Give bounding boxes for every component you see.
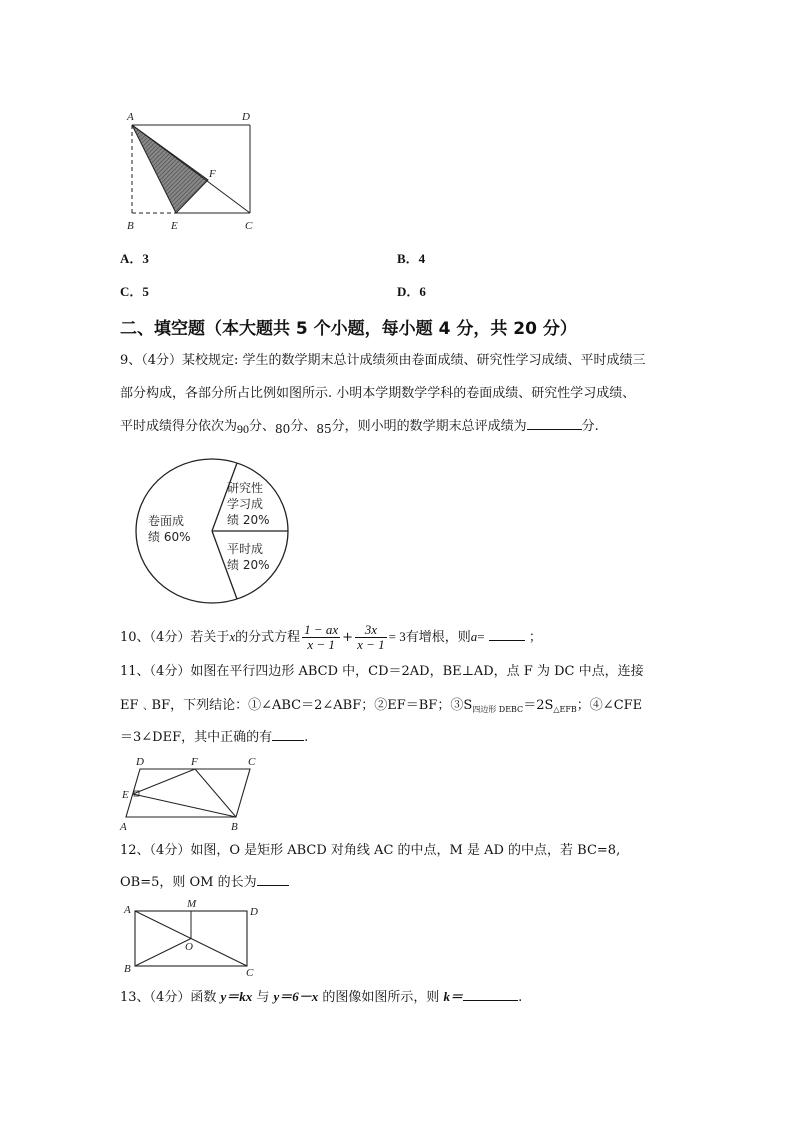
fraction-numerator: 3x (355, 623, 387, 638)
choice-letter: C． (120, 284, 143, 299)
shaded-triangle (132, 125, 208, 213)
q11-line3 (120, 728, 308, 748)
q10-text: 10、（4分）若关于 (120, 630, 230, 645)
label-O: O (185, 941, 193, 953)
q9-text: 分，则小明的数学期末总评成绩为 (331, 419, 527, 434)
label-D: D (242, 111, 250, 123)
fraction-denominator: x − 1 (357, 637, 385, 652)
answer-blank[interactable] (257, 873, 289, 886)
q13-text: 的图像如图所示，则 (318, 990, 444, 1005)
label-E: E (171, 220, 178, 232)
q12-line2 (120, 873, 289, 893)
answer-blank[interactable] (463, 988, 518, 1001)
var-a: a (470, 629, 478, 644)
q10-text: 有增根，则 (405, 630, 471, 645)
label-C: C (248, 756, 256, 768)
subscript: △EFB (553, 705, 577, 714)
choice-d[interactable] (397, 281, 426, 300)
q9-text: 分、 (290, 419, 317, 434)
subscript: 四边形 DEBC (472, 705, 524, 714)
q10-line (120, 622, 542, 653)
pie-label-exam: 卷面成 (148, 514, 185, 528)
q10-text: ； (528, 630, 542, 645)
choice-letter: A． (120, 251, 143, 266)
label-C: C (246, 967, 254, 979)
var-k: k＝ (443, 989, 464, 1004)
pie-label-daily: 平时成 (227, 542, 264, 556)
section-title: 二、填空题（本大题共 5 个小题，每小题 4 分，共 20 分） (120, 319, 577, 339)
label-B: B (231, 821, 238, 833)
answer-blank[interactable] (272, 728, 304, 741)
q11-text: ；④∠CFE (576, 698, 643, 713)
equals: = (477, 629, 485, 644)
fraction-2 (355, 623, 387, 652)
q11-text: . (304, 730, 309, 745)
label-M: M (187, 898, 197, 910)
choice-value: 6 (419, 284, 426, 299)
answer-blank[interactable] (527, 417, 582, 430)
label-D: D (250, 906, 258, 918)
label-A: A (124, 904, 131, 916)
choice-a[interactable] (120, 248, 149, 267)
label-B: B (127, 220, 134, 232)
label-F: F (191, 756, 198, 768)
choice-value: 3 (142, 251, 149, 266)
q13-line (120, 987, 522, 1008)
q13-text: 与 (252, 990, 274, 1005)
q12-text: OB=5，则 OM 的长为 (120, 875, 257, 890)
label-A: A (120, 821, 127, 833)
choice-letter: D． (397, 284, 420, 299)
pie-label-daily-pct: 绩 20% (227, 558, 270, 572)
fraction-denominator: x − 1 (307, 637, 335, 652)
score-2: 80 (275, 422, 291, 436)
pie-label-exam-pct: 绩 60% (148, 530, 191, 544)
q12-figure (120, 897, 265, 979)
function-1: y＝kx (220, 989, 253, 1004)
q9-text: 分. (581, 419, 599, 434)
q9-line2: 部分构成，各部分所占比例如图所示. 小明本学期数学学科的卷面成绩、研究性学习成绩、 (120, 386, 636, 401)
pie-label-research-pct: 绩 20% (227, 513, 270, 527)
function-2: y＝6－x (273, 989, 319, 1004)
q11-text: ＝3∠DEF，其中正确的有 (120, 730, 273, 745)
label-E: E (122, 789, 129, 801)
q9-text: 平时成绩得分依次为 (120, 419, 238, 434)
q10-text: 的分式方程 (235, 630, 301, 645)
choice-value: 5 (142, 284, 149, 299)
fraction-numerator: 1 − ax (304, 622, 339, 637)
q13-text: 13、（4分）函数 (120, 990, 221, 1005)
pie-label-research: 研究性 (227, 481, 264, 495)
q9-line1: 9、（4分）某校规定: 学生的数学期末总计成绩须由卷面成绩、研究性学习成绩、平时成绩三 (120, 353, 646, 368)
q11-text: ＝2S (523, 698, 554, 713)
q8-figure (120, 105, 265, 235)
var-x: x (229, 629, 236, 644)
choice-b[interactable] (397, 248, 425, 267)
pie-label-research-2: 学习成 (227, 497, 264, 511)
q11-figure (118, 753, 268, 835)
score-1: 90 (237, 422, 250, 436)
choice-letter: B． (397, 251, 419, 266)
choice-c[interactable] (120, 281, 149, 300)
label-D: D (136, 756, 144, 768)
label-C: C (245, 220, 253, 232)
choice-value: 4 (418, 251, 426, 266)
q11-line2 (120, 696, 642, 720)
label-A: A (127, 111, 134, 123)
score-3: 85 (316, 422, 332, 436)
label-F: F (209, 168, 216, 180)
q9-line3 (120, 417, 599, 439)
q9-text: 分、 (249, 419, 276, 434)
q11-line1: 11、（4分）如图在平行四边形 ABCD 中，CD＝2AD，BE⊥AD，点 F 为 DC 中点，连接 (120, 664, 644, 679)
plus-sign: + (342, 630, 354, 645)
q9-pie-chart (130, 455, 295, 610)
label-B: B (124, 963, 131, 975)
answer-blank[interactable] (489, 628, 525, 641)
fraction-1 (302, 623, 340, 652)
q11-text: EF﹑BF，下列结论：①∠ABC＝2∠ABF；②EF＝BF；③S (120, 698, 473, 713)
q13-text: . (518, 990, 523, 1005)
q12-line1: 12、（4分）如图，O 是矩形 ABCD 对角线 AC 的中点，M 是 AD 的中点，若 BC=8, (120, 843, 621, 858)
equals: = 3 (388, 629, 406, 644)
